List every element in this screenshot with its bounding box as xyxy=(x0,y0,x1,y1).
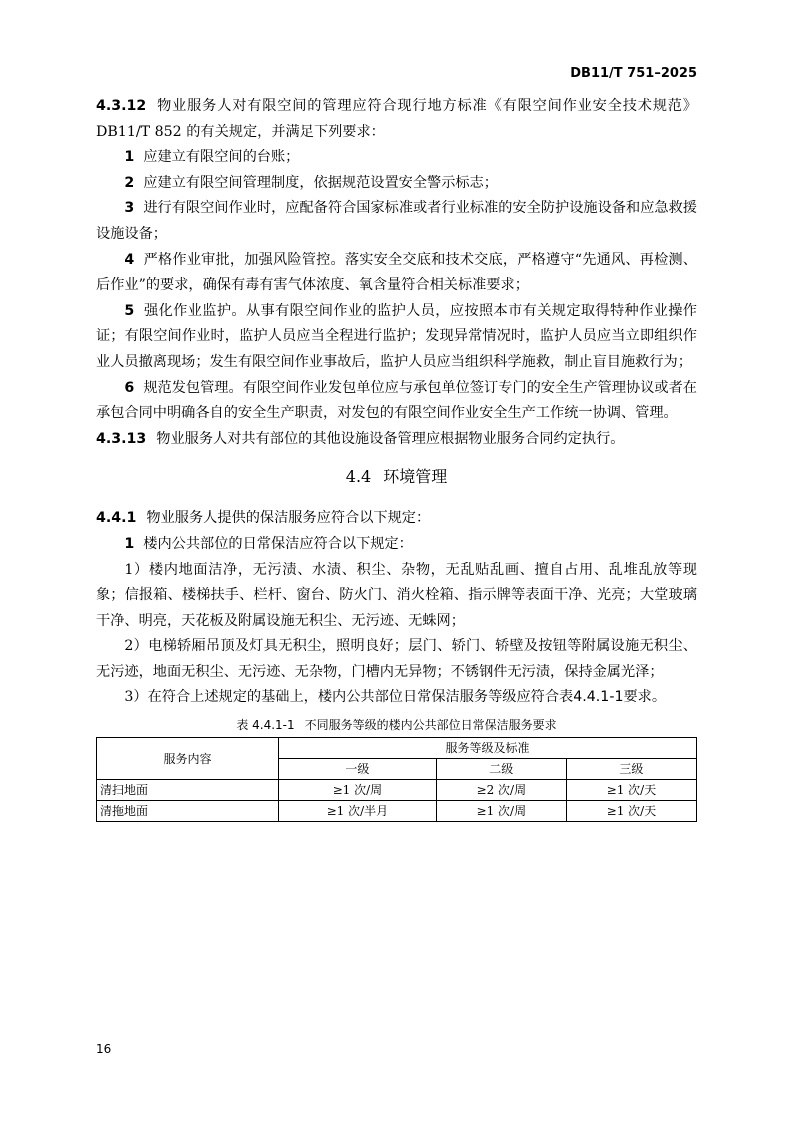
clause-4-4-1 xyxy=(96,506,697,532)
clause-number: 4.3.12 xyxy=(96,98,147,114)
table-cell: ≥1 次/天 xyxy=(566,801,696,822)
section-title-4-4 xyxy=(96,465,697,489)
table-cell: ≥1 次/周 xyxy=(436,801,566,822)
document-code-header: DB11/T 751–2025 xyxy=(570,66,697,81)
item-number: 3 xyxy=(124,200,135,217)
header-level-1: 一级 xyxy=(279,759,437,780)
list-item xyxy=(96,196,697,247)
list-item xyxy=(96,171,697,197)
table-cell: ≥1 次/天 xyxy=(566,780,696,801)
table-cell: ≥1 次/周 xyxy=(279,780,437,801)
item-text: 强化作业监护。从事有限空间作业的监护人员，应按照本市有关规定取得特种作业操作证；有限空间作业时，监护人员应当全程进行监护；发现异常情况时，监护人员应当立即组织作业人员撤离现场；发生有限空间作业事故后，监护人员应当组织科学施救，制止盲目施救行为； xyxy=(96,302,697,370)
header-level-2: 二级 xyxy=(436,759,566,780)
table-cell: ≥1 次/半月 xyxy=(279,801,437,822)
sub-item-text: 3）在符合上述规定的基础上，楼内公共部位日常保洁服务等级应符合表 xyxy=(124,689,574,706)
clause-4-3-13 xyxy=(96,427,697,453)
item-number: 4 xyxy=(124,251,135,268)
clause-text: 物业服务人对有限空间的管理应符合现行地方标准《有限空间作业安全技术规范》DB11/T 852 的有关规定，并满足下列要求： xyxy=(96,98,697,140)
table-row xyxy=(97,780,697,801)
item-number: 5 xyxy=(124,302,135,319)
list-item xyxy=(96,376,697,427)
header-service-content: 服务内容 xyxy=(97,738,279,780)
list-item xyxy=(96,532,697,558)
sub-item xyxy=(96,685,697,711)
page-number: 16 xyxy=(96,1042,112,1056)
sub-item: 1）楼内地面洁净，无污渍、水渍、积尘、杂物，无乱贴乱画、擅自占用、乱堆乱放等现象；信报箱、楼梯扶手、栏杆、窗台、防火门、消火栓箱、指示牌等表面干净、光亮；大堂玻璃干净、明亮，天花板及附属设施无积尘、无污迹、无蛛网； xyxy=(96,561,697,629)
table-cell-item: 清拖地面 xyxy=(97,801,279,822)
item-number: 1 xyxy=(124,149,135,166)
item-text: 进行有限空间作业时，应配备符合国家标准或者行业标准的安全防护设施设备和应急救援设施设备； xyxy=(96,200,697,242)
table-row xyxy=(97,801,697,822)
table-header-row xyxy=(97,738,697,759)
item-text: 严格作业审批，加强风险管控。落实安全交底和技术交底，严格遵守“先通风、再检测、后作业”的要求，确保有毒有害气体浓度、氧含量符合相关标准要求； xyxy=(96,251,697,294)
header-service-level: 服务等级及标准 xyxy=(279,738,697,759)
sub-item: 2）电梯轿厢吊顶及灯具无积尘，照明良好；层门、轿门、轿壁及按钮等附属设施无积尘、无污迹，地面无积尘、无污迹、无杂物，门槽内无异物；不锈钢件无污渍，保持金属光泽； xyxy=(96,638,697,680)
list-item xyxy=(96,145,697,171)
clause-4-3-12 xyxy=(96,94,697,145)
item-number: 1 xyxy=(124,535,135,552)
item-text: 规范发包管理。有限空间作业发包单位应与承包单位签订专门的安全生产管理协议或者在承包合同中明确各自的安全生产职责，对发包的有限空间作业安全生产工作统一协调、管理。 xyxy=(96,379,697,422)
clause-number: 4.4.1 xyxy=(96,510,137,527)
clause-number: 4.3.13 xyxy=(96,430,147,447)
header-level-3: 三级 xyxy=(566,759,696,780)
sub-item-suffix: 要求。 xyxy=(623,689,667,706)
cleaning-standards-table xyxy=(96,737,697,822)
table-caption xyxy=(96,716,697,734)
item-text: 应建立有限空间的台账； xyxy=(143,149,300,166)
section-number: 4.4 xyxy=(345,467,372,487)
section-name: 环境管理 xyxy=(383,467,448,487)
table-caption-number: 表 4.4.1-1 xyxy=(236,718,295,733)
table-reference: 4.4.1-1 xyxy=(573,689,624,706)
item-number: 6 xyxy=(124,379,135,396)
page-content xyxy=(96,94,697,822)
table-cell-item: 清扫地面 xyxy=(97,780,279,801)
clause-text: 物业服务人提供的保洁服务应符合以下规定： xyxy=(146,510,431,527)
table-cell: ≥2 次/周 xyxy=(436,780,566,801)
table-caption-text: 不同服务等级的楼内公共部位日常保洁服务要求 xyxy=(304,718,557,733)
item-number: 2 xyxy=(124,174,135,191)
item-text: 楼内公共部位的日常保洁应符合以下规定： xyxy=(143,535,413,552)
clause-text: 物业服务人对共有部位的其他设施设备管理应根据物业服务合同约定执行。 xyxy=(156,430,625,447)
list-item xyxy=(96,248,697,299)
list-item xyxy=(96,299,697,376)
item-text: 应建立有限空间管理制度，依据规范设置安全警示标志； xyxy=(143,174,498,191)
